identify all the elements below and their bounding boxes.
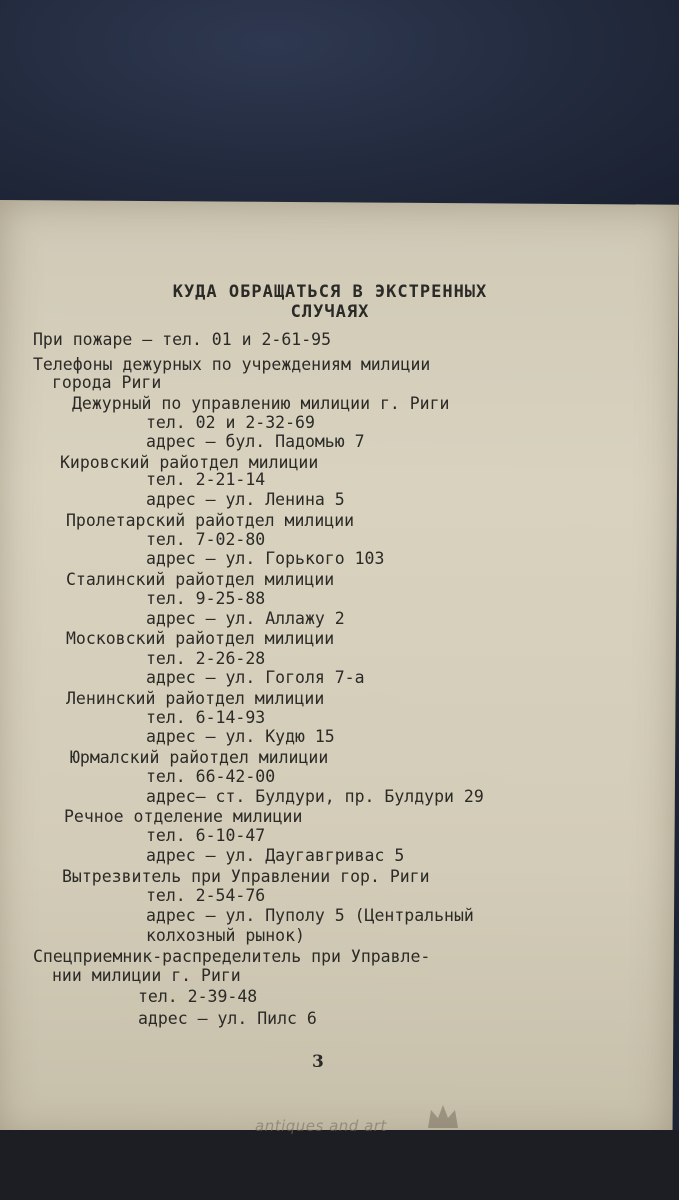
heading-line-2: СЛУЧАЯХ — [290, 302, 370, 322]
text-line: адрес — ул. Гоголя 7-а — [146, 668, 365, 687]
text-line: тел. 66-42-00 — [146, 767, 276, 786]
text-line: адрес — ул. Ленина 5 — [146, 490, 345, 509]
text-line: города Риги — [52, 373, 162, 392]
text-line: Дежурный по управлению милиции г. Риги — [72, 394, 450, 413]
text-line: Пролетарский райотдел милиции — [66, 511, 355, 530]
text-line: Речное отделение милиции — [64, 807, 303, 826]
text-line: Телефоны дежурных по учреждениям милиции — [33, 355, 431, 374]
text-line: Сталинский райотдел милиции — [66, 570, 335, 589]
text-line: адрес — ул. Пуполу 5 (Центральный — [146, 906, 474, 925]
text-line: нии милиции г. Риги — [52, 966, 241, 985]
text-line: тел. 9-25-88 — [146, 589, 266, 608]
text-line: колхозный рынок) — [146, 926, 305, 945]
cloth-background — [0, 0, 679, 215]
text-line: тел. 7-02-80 — [146, 530, 266, 549]
text-line: Спецприемник-распределитель при Управле- — [33, 947, 431, 966]
text-line: Вытрезвитель при Управлении гор. Риги — [62, 867, 430, 886]
table-surface — [0, 1130, 679, 1200]
heading-line-1: КУДА ОБРАЩАТЬСЯ В ЭКСТРЕННЫХ — [172, 282, 488, 302]
text-line: При пожаре — тел. 01 и 2-61-95 — [33, 330, 332, 349]
crown-icon — [426, 1102, 460, 1132]
text-line: тел. 6-10-47 — [146, 826, 266, 845]
text-line: адрес — бул. Падомью 7 — [146, 432, 365, 451]
text-line: адрес — ул. Кудю 15 — [146, 727, 335, 746]
text-line: адрес — ул. Даугавгривас 5 — [146, 846, 405, 865]
text-line: Ленинский райотдел милиции — [66, 689, 325, 708]
text-line: тел. 6-14-93 — [146, 708, 266, 727]
text-line: тел. 2-54-76 — [146, 886, 266, 905]
text-line: тел. 02 и 2-32-69 — [146, 413, 315, 432]
text-line: адрес — ул. Пилс 6 — [138, 1009, 317, 1028]
text-line: тел. 2-21-14 — [146, 470, 266, 489]
text-line: тел. 2-26-28 — [146, 649, 266, 668]
text-line: адрес— ст. Булдури, пр. Булдури 29 — [146, 787, 484, 806]
watermark: antiques and art — [255, 1117, 387, 1135]
text-line: адрес — ул. Горького 103 — [146, 549, 385, 568]
text-line: Юрмалский райотдел милиции — [70, 748, 329, 767]
text-line: Кировский райотдел милиции — [60, 453, 319, 472]
text-line: тел. 2-39-48 — [138, 987, 258, 1006]
text-line: Московский райотдел милиции — [66, 629, 335, 648]
page-number: 3 — [312, 1052, 324, 1072]
text-line: адрес — ул. Аллажу 2 — [146, 609, 345, 628]
